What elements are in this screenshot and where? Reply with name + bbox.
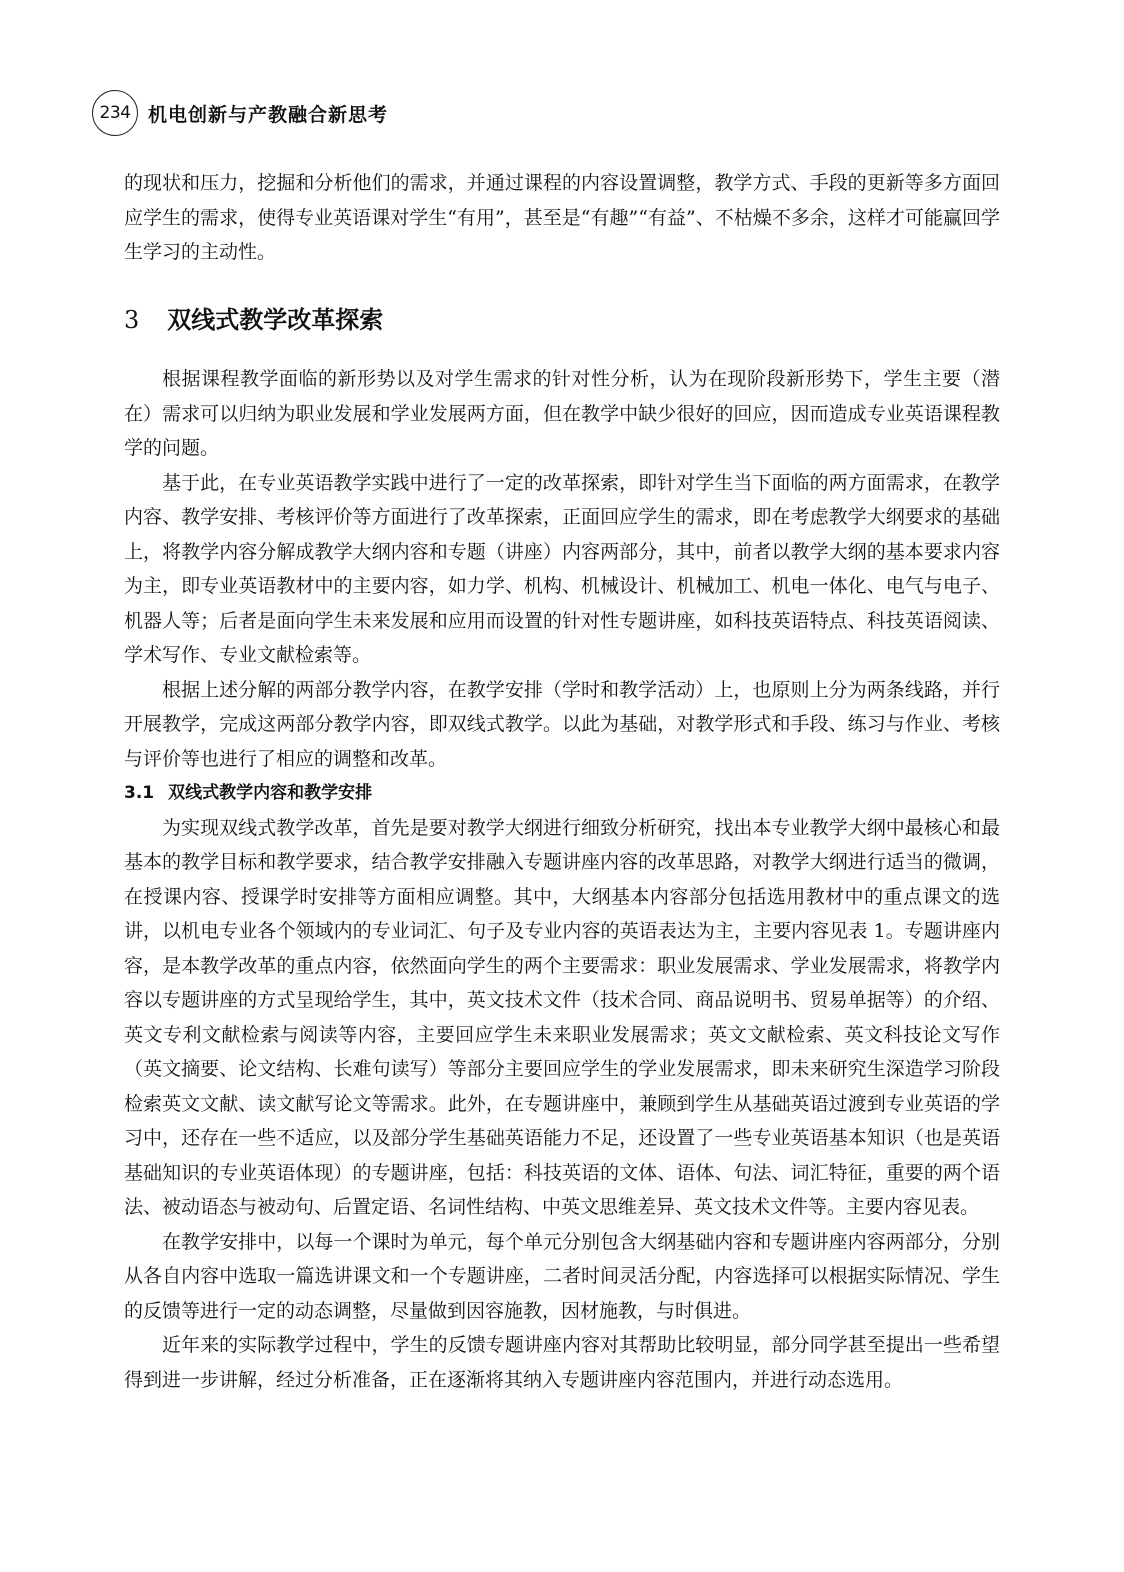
subsection-number: 3.1	[124, 783, 155, 803]
body-paragraph: 根据上述分解的两部分教学内容，在教学安排（学时和教学活动）上，也原则上分为两条线路，并行开展教学，完成这两部分教学内容，即双线式教学。以此为基础，对教学形式和手段、练习与作业、考核与评价等也进行了相应的调整和改革。	[124, 678, 1000, 770]
section-heading	[124, 300, 383, 335]
body-paragraph: 基于此，在专业英语教学实践中进行了一定的改革探索，即针对学生当下面临的两方面需求，在教学内容、教学安排、考核评价等方面进行了改革探索，正面回应学生的需求，即在考虑教学大纲要求的基础上，将教学内容分解成教学大纲内容和专题（讲座）内容两部分，其中，前者以教学大纲的基本要求内容为主，即专业英语教材中的主要内容，如力学、机构、机械设计、机械加工、机电一体化、电气与电子、机器人等；后者是面向学生未来发展和应用而设置的针对性专题讲座，如科技英语特点、科技英语阅读、学术写作、专业文献检索等。	[124, 471, 1000, 666]
body-paragraph: 为实现双线式教学改革，首先是要对教学大纲进行细致分析研究，找出本专业教学大纲中最核心和最基本的教学目标和教学要求，结合教学安排融入专题讲座内容的改革思路，对教学大纲进行适当的微调，在授课内容、授课学时安排等方面相应调整。其中，大纲基本内容部分包括选用教材中的重点课文的选讲，以机电专业各个领域内的专业词汇、句子及专业内容的英语表达为主，主要内容见表 1。专题讲座内容，是本教学改革的重点内容，依然面向学生的两个主要需求：职业发展需求、学业发展需求，将教学内容以专题讲座的方式呈现给学生，其中，英文技术文件（技术合同、商品说明书、贸易单据等）的介绍、英文专利文献检索与阅读等内容，主要回应学生未来职业发展需求；英文文献检索、英文科技论文写作（英文摘要、论文结构、长难句读写）等部分主要回应学生的学业发展需求，即未来研究生深造学习阶段检索英文文献、读文献写论文等需求。此外，在专题讲座中，兼顾到学生从基础英语过渡到专业英语的学习中，还存在一些不适应，以及部分学生基础英语能力不足，还设置了一些专业英语基本知识（也是英语基础知识的专业英语体现）的专题讲座，包括：科技英语的文体、语体、句法、词汇特征，重要的两个语法、被动语态与被动句、后置定语、名词性结构、中英文思维差异、英文技术文件等。主要内容见表。	[124, 816, 1000, 1218]
running-header	[92, 88, 388, 138]
body-paragraph: 在教学安排中，以每一个课时为单元，每个单元分别包含大纲基础内容和专题讲座内容两部分，分别从各自内容中选取一篇选讲课文和一个专题讲座，二者时间灵活分配，内容选择可以根据实际情况、学生的反馈等进行一定的动态调整，尽量做到因容施教，因材施教，与时俱进。	[124, 1230, 1000, 1322]
intro-paragraph: 的现状和压力，挖掘和分析他们的需求，并通过课程的内容设置调整，教学方式、手段的更新等多方面回应学生的需求，使得专业英语课对学生“有用”，甚至是“有趣”“有益”、不枯燥不多余，这样才可能赢回学生学习的主动性。	[124, 172, 1000, 263]
section-body	[124, 362, 1000, 1397]
section-title: 双线式教学改革探索	[167, 306, 384, 334]
page-number-badge: 234	[92, 90, 138, 136]
body-paragraph: 近年来的实际教学过程中，学生的反馈专题讲座内容对其帮助比较明显，部分同学甚至提出一些希望得到进一步讲解，经过分析准备，正在逐渐将其纳入专题讲座内容范围内，并进行动态选用。	[124, 1334, 1000, 1391]
section-number: 3	[124, 306, 140, 334]
subsection-heading	[124, 776, 1000, 811]
book-title: 机电创新与产教融合新思考	[148, 103, 389, 126]
intro-block	[124, 166, 1000, 270]
body-paragraph: 根据课程教学面临的新形势以及对学生需求的针对性分析，认为在现阶段新形势下，学生主要（潜在）需求可以归纳为职业发展和学业发展两方面，但在教学中缺少很好的回应，因而造成专业英语课程教学的问题。	[124, 368, 1000, 459]
subsection-title: 双线式教学内容和教学安排	[168, 783, 373, 803]
